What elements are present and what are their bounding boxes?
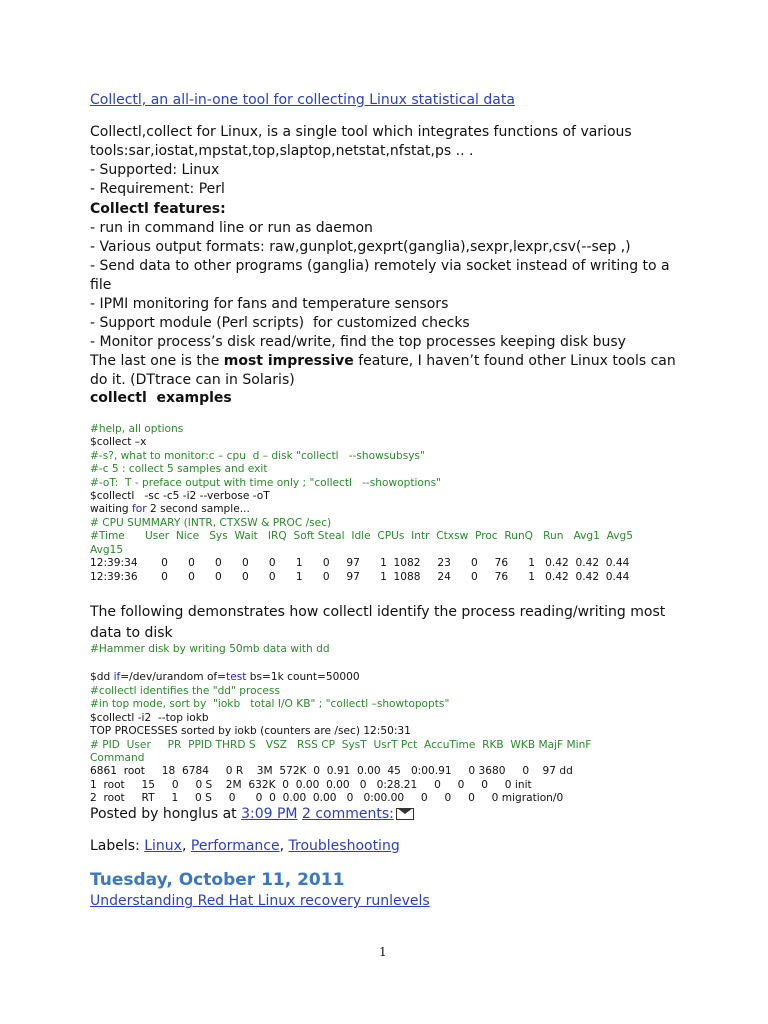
text-line: file (90, 277, 112, 293)
text-line: 2 root RT 1 0 S 0 0 0 0.00 0.00 0 0:00.00 0 0 0 0 migration/0 (90, 792, 564, 805)
waiting-line (90, 503, 250, 515)
text-line: $collectl -i2 --top iokb (90, 711, 209, 724)
text-line: tools:sar,iostat,mpstat,top,slaptop,netstat,nfstat,ps .. . (90, 143, 474, 159)
keyword-if: if (113, 671, 121, 683)
text-line: - Support module (Perl scripts) for customized checks (90, 315, 470, 331)
text-line: # CPU SUMMARY (INTR, CTXSW & PROC /sec) (90, 517, 332, 529)
page-number: 1 (379, 945, 387, 959)
hammer-comment: #Hammer disk by writing 50mb data with dd (90, 643, 330, 655)
impressive-bold: most impressive (223, 353, 354, 369)
dd-mid: =/dev/urandom of= (120, 671, 227, 683)
posted-line (90, 806, 414, 822)
text-line: 12:39:34 0 0 0 0 0 1 0 97 1 1082 23 0 76 1 0.42 0.42 0.44 (90, 557, 630, 570)
dd-post: bs=1k count=50000 (246, 671, 360, 683)
text-line: 1 root 15 0 0 S 2M 632K 0 0.00 0.00 0 0:28.21 0 0 0 0 init (90, 778, 532, 791)
labels-line: Labels: Linux, Performance, Troubleshooting (90, 838, 400, 854)
text-line: - IPMI monitoring for fans and temperature sensors (90, 296, 449, 312)
examples-heading: collectl examples (90, 390, 232, 406)
features-heading: Collectl features: (90, 201, 226, 217)
posted-pre: Posted by honglus at (90, 806, 242, 822)
text-line: - Requirement: Perl (90, 181, 225, 197)
text-line: #collectl identifies the "dd" process (90, 685, 280, 697)
text-line: - Monitor process’s disk read/write, find the top processes keeping disk busy (90, 334, 626, 350)
text-line: - Send data to other programs (ganglia) remotely via socket instead of writing to a (90, 258, 670, 274)
text-line: - Various output formats: raw,gunplot,gexprt(ganglia),sexpr,lexpr,csv(--sep ,) (90, 239, 631, 255)
waiting-post: 2 second sample... (146, 503, 250, 515)
text-line: #-c 5 : collect 5 samples and exit (90, 463, 268, 476)
text-line: - run in command line or run as daemon (90, 220, 373, 236)
next-post-link[interactable]: Understanding Red Hat Linux recovery runlevels (90, 893, 430, 909)
dd-pre: $dd (90, 671, 114, 683)
label-link-performance[interactable]: Performance (190, 838, 280, 854)
impressive-post: feature, I haven’t found other Linux tools can (353, 353, 676, 369)
text-line: $collectl -sc -c5 -i2 --verbose -oT (90, 490, 270, 502)
dd-command (90, 671, 360, 683)
text-line: - Supported: Linux (90, 162, 220, 178)
post-time-link[interactable]: 3:09 PM (241, 806, 298, 822)
impressive-pre: The last one is the (90, 353, 224, 369)
comments-link[interactable]: 2 comments: (301, 806, 394, 822)
label-link-troubleshooting[interactable]: Troubleshooting (288, 838, 400, 854)
labels-pre: Labels: (90, 838, 145, 854)
keyword-for: for (132, 503, 147, 515)
text-line: #-s?, what to monitor:c – cpu d – disk "collectl --showsubsys" (90, 449, 425, 462)
text-line: # PID User PR PPID THRD S VSZ RSS CP SysT UsrT Pct AccuTime RKB WKB MajF MinF (90, 738, 592, 751)
email-icon[interactable] (396, 808, 414, 820)
text-line: Avg15 (90, 543, 124, 556)
impressive-line (90, 353, 676, 369)
post-title-link[interactable]: Collectl, an all-in-one tool for collecting Linux statistical data (90, 92, 515, 108)
text-line: #-oT: T - preface output with time only ; "collectl --showoptions" (90, 476, 442, 489)
demo-line1: The following demonstrates how collectl identify the process reading/writing most (90, 604, 666, 620)
text-line: #help, all options (90, 423, 184, 435)
text-line: 6861 root 18 6784 0 R 3M 572K 0 0.91 0.00 45 0:00.91 0 3680 0 97 dd (90, 765, 573, 778)
text-line: 12:39:36 0 0 0 0 0 1 0 97 1 1088 24 0 76 1 0.42 0.42 0.44 (90, 570, 630, 583)
text-line: #Time User Nice Sys Wait IRQ Soft Steal Idle CPUs Intr Ctxsw Proc RunQ Run Avg1 Avg5 (90, 530, 633, 543)
text-line: Collectl,collect for Linux, is a single tool which integrates functions of various (90, 124, 632, 140)
text-line: #in top mode, sort by "iokb total I/O KB" ; "collectl –showtopopts" (90, 698, 450, 711)
impressive-line2: do it. (DTtrace can in Solaris) (90, 372, 295, 388)
date-heading: Tuesday, October 11, 2011 (90, 870, 345, 890)
text-line: TOP PROCESSES sorted by iokb (counters are /sec) 12:50:31 (90, 725, 411, 738)
waiting-pre: waiting (90, 503, 133, 515)
demo-line2: data to disk (90, 625, 173, 641)
text-line: $collect –x (90, 436, 147, 449)
text-line: Command (90, 752, 145, 764)
label-link-linux[interactable]: Linux (144, 838, 182, 854)
keyword-test: test (226, 671, 247, 683)
